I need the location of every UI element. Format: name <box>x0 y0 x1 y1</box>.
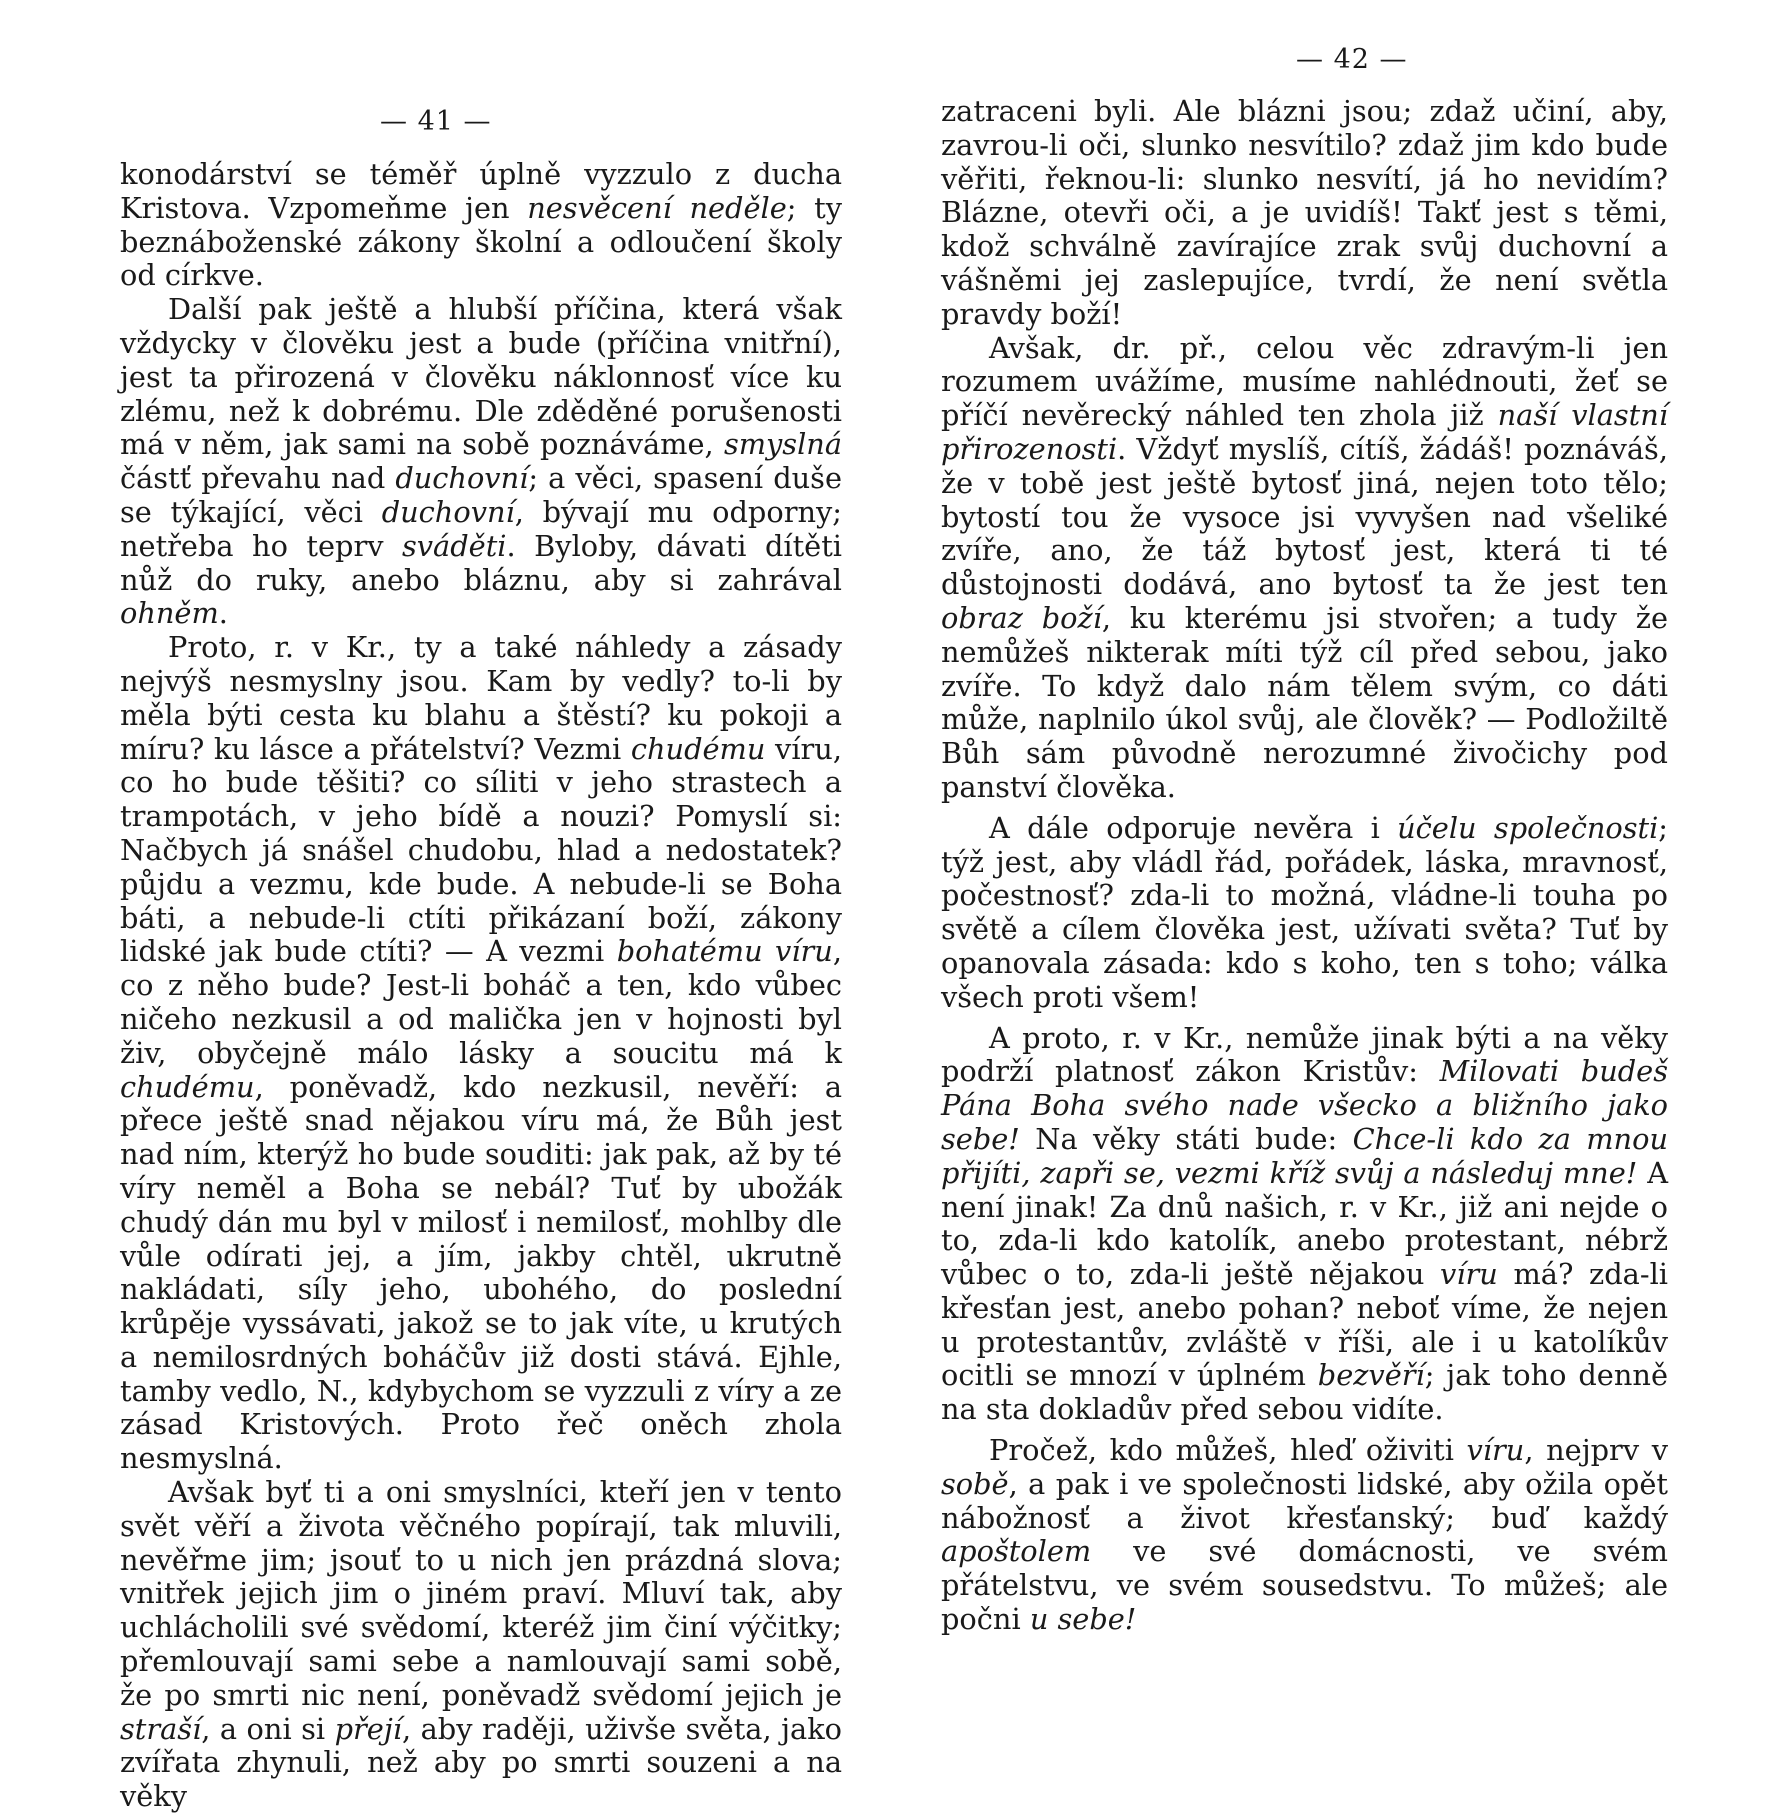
paragraph: Avšak, dr. př., celou věc zdravým-li jen rozumem uvážíme, musíme nahlédnouti, žeť se příčí nevěrecký náhled ten zhola již naší vlastní přirozenosti. Vždyť myslíš, cítíš, žádáš! poznáváš, že v tobě jest ještě bytosť jiná, nejen toto tělo; bytostí tou že vysoce jsi vyvyšen nad všeliké zvíře, ano, že táž bytosť jest, která ti té důstojnosti dodává, ano bytosť ta že jest ten obraz boží, ku kterému jsi stvořen; a tudy že nemůžeš nikterak míti týž cíl před sebou, jako zvíře. To když dalo nám tělem svým, co dáti může, naplnilo úkol svůj, ale člověk? — Podložiltě Bůh sám původně nerozumné živočichy pod panství člověka. <box>941 330 1668 804</box>
page-body <box>120 158 842 1814</box>
right-page <box>884 0 1768 1637</box>
paragraph: A dále odporuje nevěra i účelu společnosti; týž jest, aby vládl řád, pořádek, láska, mravnosť, počestnosť? zda-li to možná, vládne-li touha po světě a cílem člověka jest, užívati světa? Tuť by opanovala zásada: kdo s koho, ten s toho; válka všech proti všem! <box>941 810 1668 1014</box>
page-number: — 42 — <box>1296 44 1408 75</box>
paragraph: Avšak byť ti a oni smyslníci, kteří jen v tento svět věří a života věčného popírají, tak mluvili, nevěřme jim; jsouť to u nich jen prázdná slova; vnitřek jejich jim o jiném praví. Mluví tak, aby uchlácholili své svědomí, kteréž jim činí výčitky; přemlouvají sami sebe a namlouvají sami sobě, že po smrti nic není, poněvadž svědomí jejich je straší, a oni si přejí, aby raději, uživše světa, jako zvířata zhynuli, než aby po smrti souzeni a na věky <box>120 1475 842 1814</box>
paragraph: Další pak ještě a hlubší příčina, která však vždycky v člověku jest a bude (příčina vnitřní), jest ta přirozená v člověku náklonnosť více ku zlému, než k dobrému. Dle zděděné porušenosti má v něm, jak sami na sobě poznáváme, smyslná částť převahu nad duchovní; a věci, spasení duše se týkající, věci duchovní, bývají mu odporny; netřeba ho teprv sváděti. Byloby, dávati dítěti nůž do ruky, anebo bláznu, aby si zahrával ohněm. <box>120 292 842 631</box>
page-number: — 41 — <box>380 106 492 137</box>
paragraph: A proto, r. v Kr., nemůže jinak býti a na věky podrží platnosť zákon Kristův: Milovati budeš Pána Boha svého nade všecko a bližního jako sebe! Na věky státi bude: Chce-li kdo za mnou přijíti, zapři se, vezmi kříž svůj a následuj mne! A není jinak! Za dnů našich, r. v Kr., již ani nejde o to, zda-li kdo katolík, anebo protestant, nébrž vůbec o to, zda-li ještě nějakou víru má? zda-li křesťan jest, anebo pohan? neboť víme, že nejen u protestantův, zvláště v říši, ale i u katolíkův ocitli se mnozí v úplném bezvěří; jak toho denně na sta dokladův před sebou vidíte. <box>941 1020 1668 1427</box>
paragraph: Pročež, kdo můžeš, hleď oživiti víru, nejprv v sobě, a pak i ve společnosti lidské, aby ožila opět nábožnosť a život křesťanský; buď každý apoštolem ve své domácnosti, ve svém přátelstvu, ve svém sousedstvu. To můžeš; ale počni u sebe! <box>941 1433 1668 1637</box>
paragraph: Proto, r. v Kr., ty a také náhledy a zásady nejvýš nesmyslny jsou. Kam by vedly? to-li by měla býti cesta ku blahu a štěstí? ku pokoji a míru? ku lásce a přátelství? Vezmi chudému víru, co ho bude těšiti? co síliti v jeho strastech a trampotách, v jeho bídě a nouzi? Pomyslí si: Načbych já snášel chudobu, hlad a nedostatek? půjdu a vezmu, kde bude. A nebude-li se Boha báti, a nebude-li ctíti přikázaní boží, zákony lidské jak bude ctíti? — A vezmi bohatému víru, co z něho bude? Jest-li boháč a ten, kdo vůbec ničeho nezkusil a od malička jen v hojnosti byl živ, obyčejně málo lásky a soucitu má k chudému, poněvadž, kdo nezkusil, nevěří: a přece ještě snad nějakou víru má, že Bůh jest nad ním, kterýž ho bude souditi: jak pak, až by té víry neměl a Boha se nebál? Tuť by ubožák chudý dán mu byl v milosť i nemilosť, mohlby dle vůle odírati jej, a jím, jakby chtěl, ukrutně nakládati, síly jeho, ubohého, do poslední krůpěje vyssávati, jakož se to jak víte, u krutých a nemilosrdných boháčův již dosti stává. Ejhle, tamby vedlo, N., kdybychom se vyzzuli z víry a ze zásad Kristových. Proto řeč oněch zhola nesmyslná. <box>120 630 842 1476</box>
paragraph: konodárství se téměř úplně vyzzulo z ducha Kristova. Vzpomeňme jen nesvěcení neděle; ty beznáboženské zákony školní a odloučení školy od církve. <box>120 157 842 293</box>
paragraph: zatraceni byli. Ale blázni jsou; zdaž učiní, aby, zavrou-li oči, slunko nesvítilo? zdaž jim kdo bude věřiti, řeknou-li: slunko nesvítí, já ho nevidím? Blázne, otevři oči, a je uvidíš! Takť jest s těmi, kdož schválně zavírajíce zrak svůj duchovní a vášněmi jej zaslepujíce, tvrdí, že není světla pravdy boží! <box>941 94 1668 331</box>
page-body <box>941 95 1668 1637</box>
